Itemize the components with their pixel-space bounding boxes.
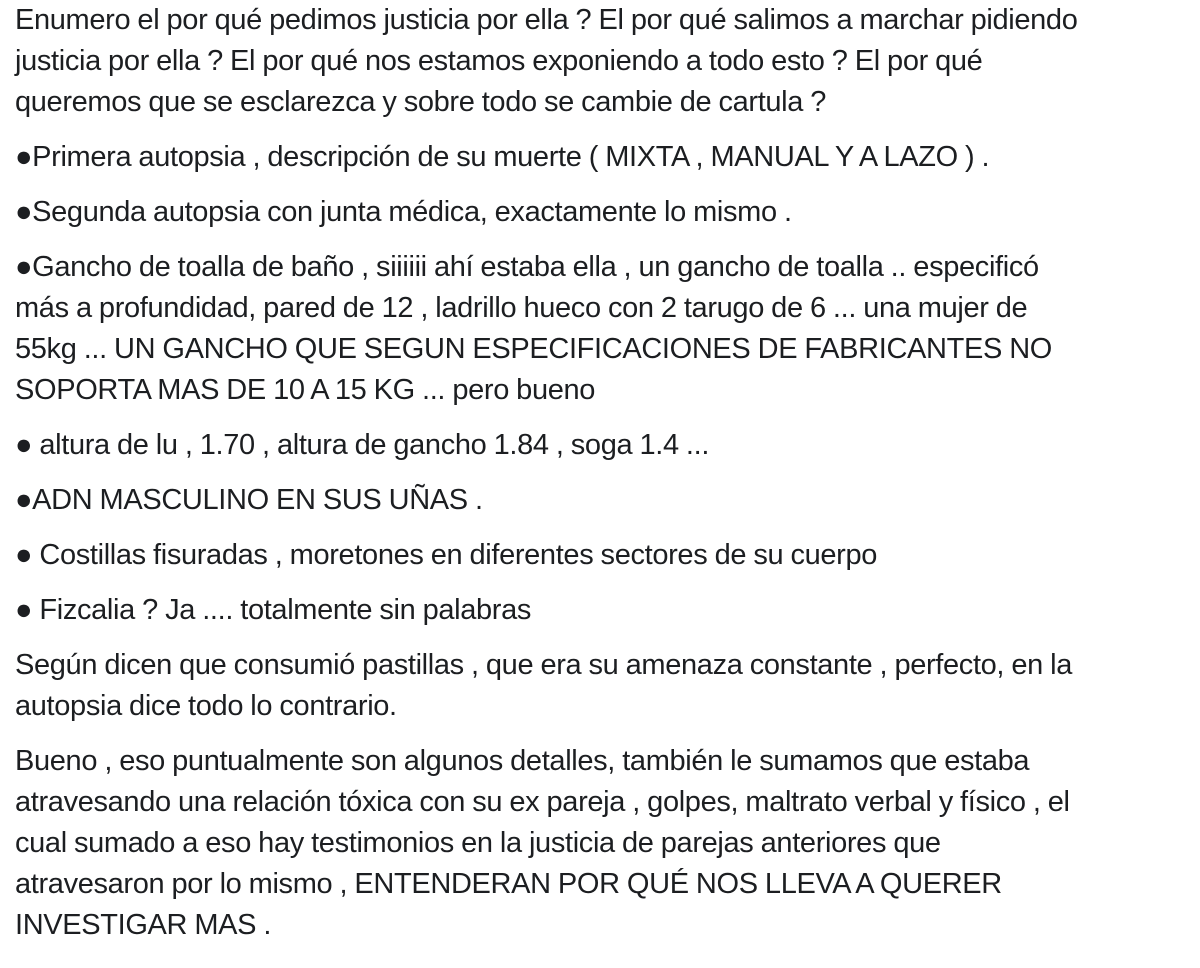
closing-paragraph: Bueno , eso puntualmente son algunos detalles, también le sumamos que estaba atravesando una relación tóxica con su ex pareja , golpes, maltrato verbal y físico , el cual sumado a eso hay testimonios en la justicia de parejas anteriores que atravesaron por lo mismo , ENTENDERAN POR QUÉ NOS LLEVA A QUERER INVESTIGAR MAS . (15, 745, 1070, 941)
bullet-dna: ●ADN MASCULINO EN SUS UÑAS . (15, 484, 483, 516)
intro-paragraph: Enumero el por qué pedimos justicia por ella ? El por qué salimos a marchar pidiendo justicia por ella ? El por qué nos estamos exponiendo a todo esto ? El por qué queremos que se esclarezca y sobre todo se cambie de cartula ? (15, 4, 1078, 118)
bullet-towel-hook: ●Gancho de toalla de baño , siiiiii ahí estaba ella , un gancho de toalla .. especificó más a profundidad, pared de 12 , ladrillo hueco con 2 tarugo de 6 ... una mujer de 55kg ... UN GANCHO QUE SEGUN ESPECIFICACIONES DE FABRICANTES NO SOPORTA MAS DE 10 A 15 KG ... pero bueno (15, 251, 1052, 406)
bullet-heights: ● altura de lu , 1.70 , altura de gancho 1.84 , soga 1.4 ... (15, 429, 710, 461)
bullet-prosecutor: ● Fizcalia ? Ja .... totalmente sin palabras (15, 594, 532, 626)
post-text (15, 0, 1190, 960)
pills-paragraph: Según dicen que consumió pastillas , que era su amenaza constante , perfecto, en la autopsia dice todo lo contrario. (15, 649, 1072, 722)
bullet-second-autopsy: ●Segunda autopsia con junta médica, exactamente lo mismo . (15, 196, 792, 228)
bullet-ribs: ● Costillas fisuradas , moretones en diferentes sectores de su cuerpo (15, 539, 878, 571)
bullet-first-autopsy: ●Primera autopsia , descripción de su muerte ( MIXTA , MANUAL Y A LAZO ) . (15, 141, 990, 173)
